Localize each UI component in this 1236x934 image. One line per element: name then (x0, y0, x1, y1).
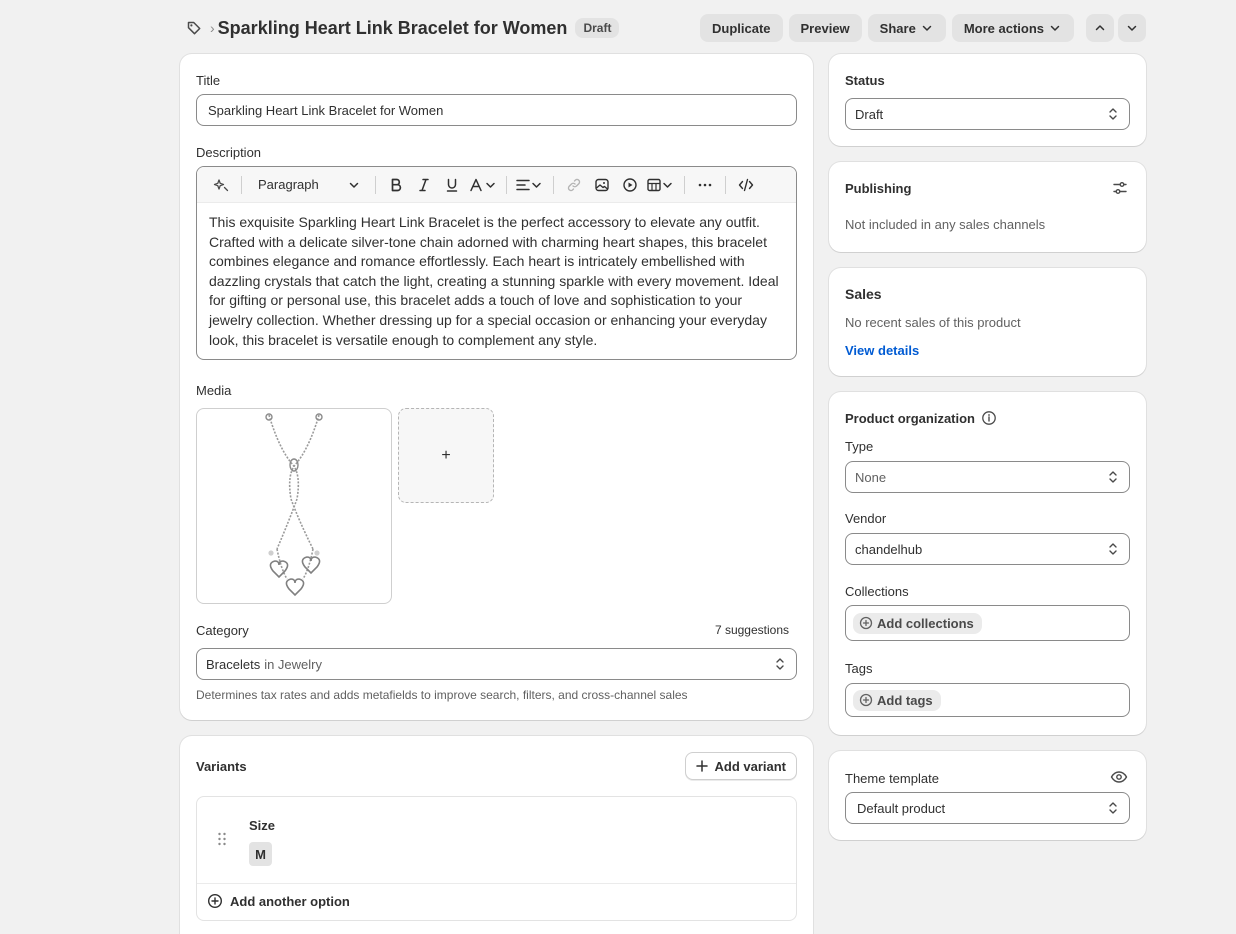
toolbar-divider (506, 176, 507, 194)
chevron-down-icon (1125, 21, 1139, 35)
description-label: Description (196, 145, 262, 160)
add-variant-button[interactable] (685, 752, 797, 780)
theme-template-title: Theme template (845, 771, 939, 786)
add-another-option-label: Add another option (230, 893, 350, 909)
category-select[interactable] (196, 648, 797, 680)
title-input-value: Sparkling Heart Link Bracelet for Women (208, 102, 444, 118)
paragraph-style-select[interactable] (248, 177, 369, 192)
add-media-button[interactable] (398, 408, 494, 503)
code-view-icon[interactable] (732, 171, 760, 199)
status-select-value: Draft (855, 106, 884, 122)
product-details-card (180, 54, 813, 720)
type-label: Type (845, 439, 874, 454)
italic-icon[interactable] (410, 171, 438, 199)
plus-circle-icon (859, 616, 873, 630)
vendor-select-value: chandelhub (855, 541, 923, 557)
category-parent: in Jewelry (264, 656, 322, 672)
toolbar-divider (553, 176, 554, 194)
text-color-icon[interactable] (466, 171, 500, 199)
option-value-chip[interactable]: M (249, 842, 272, 866)
add-another-option-button[interactable] (207, 893, 350, 909)
collections-input[interactable] (845, 605, 1130, 641)
title-label: Title (196, 73, 221, 88)
category-suggestions[interactable]: 7 suggestions (714, 623, 789, 637)
vendor-label: Vendor (845, 511, 887, 526)
type-select[interactable] (845, 461, 1130, 493)
next-product-button[interactable] (1118, 14, 1146, 42)
editor-toolbar (197, 167, 796, 203)
status-card (829, 54, 1146, 146)
status-badge: Draft (575, 18, 619, 38)
description-text[interactable]: This exquisite Sparkling Heart Link Bracelet is the perfect accessory to elevate any outfit. Crafted with a delicate silver-tone chain adorned with charming heart shapes, this bracelet combines elegance and romance effortlessly. Each heart is intricately embellished with dazzling crystals that catch the light, creating a stunning sparkle with every movement. Ideal for gifting or personal use, this bracelet adds a touch of love and sophistication to your jewelry collection. Whether dressing up for a special occasion or enhancing your everyday look, this bracelet is versatile enough to complement any style. (209, 214, 779, 348)
select-arrows-icon (1107, 541, 1119, 557)
share-button-label: Share (879, 20, 916, 36)
add-tags-pill[interactable] (853, 690, 941, 711)
align-left-icon[interactable] (513, 171, 547, 199)
add-collections-pill[interactable] (853, 613, 982, 634)
plus-circle-icon (207, 893, 223, 909)
select-arrows-icon (1107, 469, 1119, 485)
category-value: Bracelets (206, 656, 261, 672)
table-icon[interactable] (644, 171, 678, 199)
status-select[interactable] (845, 98, 1130, 130)
plus-icon: + (441, 446, 451, 464)
add-variant-label: Add variant (714, 758, 786, 774)
filter-settings-icon[interactable] (1112, 180, 1128, 199)
theme-template-card (829, 751, 1146, 840)
sales-card (829, 268, 1146, 376)
description-editor (196, 166, 797, 360)
add-tags-label: Add tags (877, 692, 933, 708)
publishing-text: Not included in any sales channels (845, 217, 1046, 232)
publishing-title: Publishing (845, 181, 912, 196)
more-actions-button[interactable] (952, 14, 1074, 42)
image-icon[interactable] (588, 171, 616, 199)
divider (197, 883, 796, 884)
previous-product-button[interactable] (1086, 14, 1114, 42)
category-help-text: Determines tax rates and adds metafields to improve search, filters, and cross-channel sales (196, 688, 688, 702)
preview-button[interactable]: Preview (789, 14, 862, 42)
add-collections-label: Add collections (877, 615, 974, 631)
tags-input[interactable] (845, 683, 1130, 717)
select-arrows-icon (774, 656, 786, 672)
bracelet-image (197, 409, 392, 604)
chevron-down-icon (920, 21, 934, 35)
product-image[interactable] (196, 408, 392, 604)
page-header (180, 12, 1146, 44)
product-tag-icon[interactable] (180, 14, 208, 42)
org-title: Product organization (845, 410, 975, 426)
title-input[interactable] (196, 94, 797, 126)
chevron-up-icon (1093, 21, 1107, 35)
collections-label: Collections (845, 584, 909, 599)
status-title: Status (845, 73, 885, 88)
toolbar-divider (725, 176, 726, 194)
plus-circle-icon (859, 693, 873, 707)
breadcrumb-chevron-icon: › (210, 20, 215, 36)
select-arrows-icon (1107, 800, 1119, 816)
media-label: Media (196, 383, 232, 398)
sales-text: No recent sales of this product (845, 315, 1021, 330)
share-button[interactable] (868, 14, 946, 42)
toolbar-divider (684, 176, 685, 194)
underline-icon[interactable] (438, 171, 466, 199)
chevron-down-icon (347, 178, 361, 192)
eye-icon[interactable] (1110, 770, 1128, 787)
magic-ai-icon[interactable] (207, 171, 235, 199)
info-icon[interactable] (981, 410, 997, 426)
theme-template-select[interactable] (845, 792, 1130, 824)
org-title-row (845, 410, 997, 426)
tags-label: Tags (845, 661, 873, 676)
type-select-value: None (855, 469, 887, 485)
pagination-group (1086, 14, 1146, 42)
drag-handle-icon[interactable] (217, 832, 227, 849)
product-organization-card (829, 392, 1146, 735)
plus-icon (696, 760, 708, 772)
select-arrows-icon (1107, 106, 1119, 122)
variant-options-box (196, 796, 797, 921)
view-details-link[interactable]: View details (845, 343, 920, 358)
video-icon[interactable] (616, 171, 644, 199)
chevron-down-icon (1048, 21, 1062, 35)
vendor-select[interactable] (845, 533, 1130, 565)
theme-template-value: Default product (857, 800, 946, 816)
toolbar-divider (241, 176, 242, 194)
variants-card (180, 736, 813, 934)
sales-title: Sales (845, 286, 882, 302)
duplicate-button[interactable]: Duplicate (700, 14, 783, 42)
more-horizontal-icon[interactable] (691, 171, 719, 199)
option-name[interactable]: Size (249, 818, 276, 833)
publishing-card (829, 162, 1146, 252)
bold-icon[interactable] (382, 171, 410, 199)
toolbar-divider (375, 176, 376, 194)
category-label: Category (196, 623, 249, 638)
header-actions (700, 14, 1146, 42)
variants-title: Variants (196, 759, 247, 774)
link-icon[interactable] (560, 171, 588, 199)
page-title: Sparkling Heart Link Bracelet for Women (217, 17, 568, 38)
more-actions-label: More actions (963, 20, 1044, 36)
paragraph-style-label: Paragraph (258, 177, 319, 192)
